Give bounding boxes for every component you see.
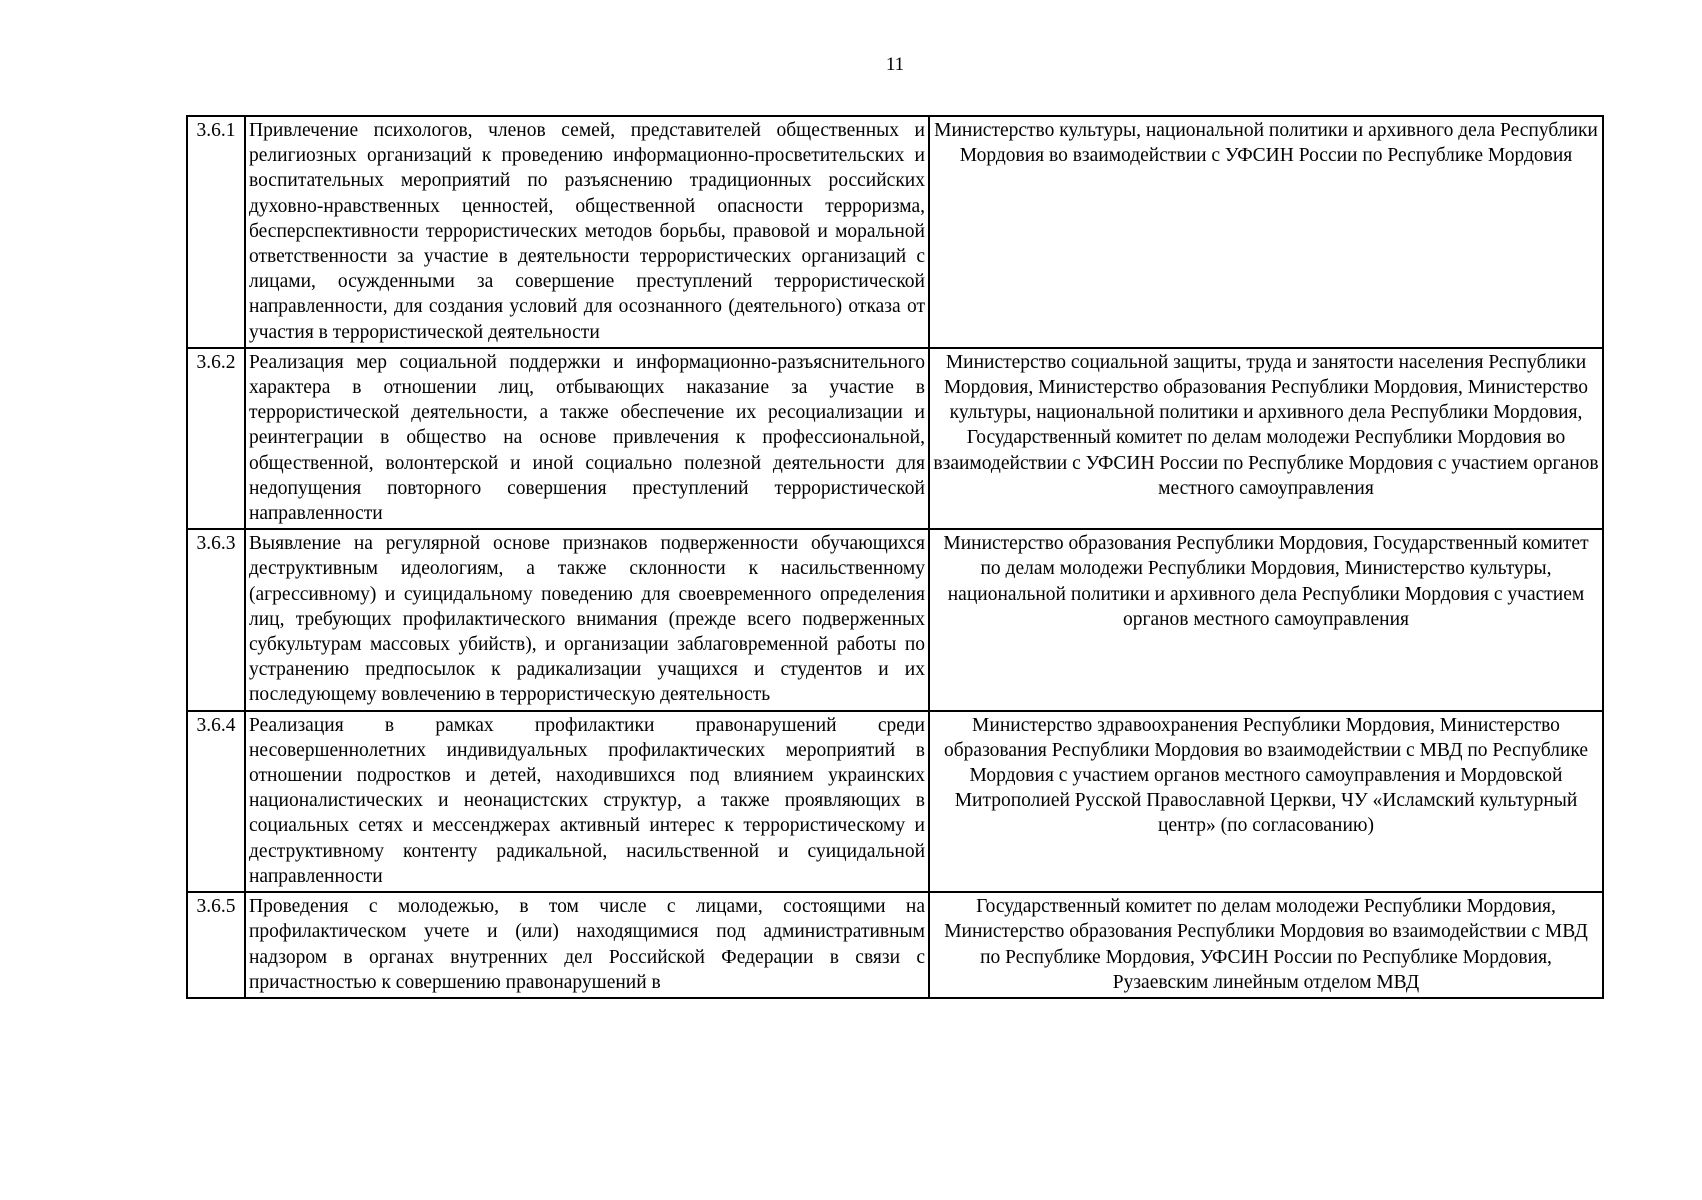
- responsible-executors: Министерство образования Республики Мордовия, Государственный комитет по делам молодежи Республики Мордовия, Министерство культуры, национальной политики и архивного дела Республики Мордовия с участием органов местного самоуправления: [929, 529, 1603, 710]
- responsible-executors: Министерство здравоохранения Республики Мордовия, Министерство образования Республики Мордовия во взаимодействии с МВД по Республике Мордовия с участием органов местного самоуправления и Мордовской Митрополией Русской Православной Церкви, ЧУ «Исламский культурный центр» (по согласованию): [929, 711, 1603, 892]
- table-row: [187, 711, 1603, 892]
- item-number: 3.6.2: [187, 348, 245, 529]
- measure-description: Проведения с молодежью, в том числе с лицами, состоящими на профилактическом учете и (или) находящимися под административным надзором в органах внутренних дел Российской Федерации в связи с причастностью к совершению правонарушений в: [245, 892, 929, 998]
- measure-description: Реализация в рамках профилактики правонарушений среди несовершеннолетних индивидуальных профилактических мероприятий в отношении подростков и детей, находившихся под влиянием украинских националистических и неонацистских структур, а также проявляющих в социальных сетях и мессенджерах активный интерес к террористическому и деструктивному контенту радикальной, насильственной и суицидальной направленности: [245, 711, 929, 892]
- responsible-executors: Министерство культуры, национальной политики и архивного дела Республики Мордовия во взаимодействии с УФСИН России по Республике Мордовия: [929, 116, 1603, 348]
- measure-description: Привлечение психологов, членов семей, представителей общественных и религиозных организаций к проведению информационно-просветительских и воспитательных мероприятий по разъяснению традиционных российских духовно-нравственных ценностей, общественной опасности терроризма, бесперспективности террористических методов борьбы, правовой и моральной ответственности за участие в деятельности террористических организаций с лицами, осужденными за совершение преступлений террористической направленности, для создания условий для осознанного (деятельного) отказа от участия в террористической деятельности: [245, 116, 929, 348]
- item-number: 3.6.4: [187, 711, 245, 892]
- table-row: [187, 529, 1603, 710]
- table-row: [187, 348, 1603, 529]
- table-row: [187, 116, 1603, 348]
- measure-description: Выявление на регулярной основе признаков подверженности обучающихся деструктивным идеологиям, а также склонности к насильственному (агрессивному) и суицидальному поведению для своевременного определения лиц, требующих профилактического внимания (прежде всего подверженных субкультурам массовых убийств), и организации заблаговременной работы по устранению предпосылок к радикализации учащихся и студентов и их последующему вовлечению в террористическую деятельность: [245, 529, 929, 710]
- responsible-executors: Государственный комитет по делам молодежи Республики Мордовия, Министерство образования Республики Мордовия во взаимодействии с МВД по Республике Мордовия, УФСИН России по Республике Мордовия, Рузаевским линейным отделом МВД: [929, 892, 1603, 998]
- item-number: 3.6.1: [187, 116, 245, 348]
- page-number: 11: [885, 54, 905, 75]
- table-row: [187, 892, 1603, 998]
- responsible-executors: Министерство социальной защиты, труда и занятости населения Республики Мордовия, Министерство образования Республики Мордовия, Министерство культуры, национальной политики и архивного дела Республики Мордовия, Государственный комитет по делам молодежи Республики Мордовия во взаимодействии с УФСИН России по Республике Мордовия с участием органов местного самоуправления: [929, 348, 1603, 529]
- item-number: 3.6.5: [187, 892, 245, 998]
- measure-description: Реализация мер социальной поддержки и информационно-разъяснительного характера в отношении лиц, отбывающих наказание за участие в террористической деятельности, а также обеспечение их ресоциализации и реинтеграции в общество на основе привлечения к профессиональной, общественной, волонтерской и иной социально полезной деятельности для недопущения повторного совершения преступлений террористической направленности: [245, 348, 929, 529]
- measures-table: [186, 115, 1604, 999]
- item-number: 3.6.3: [187, 529, 245, 710]
